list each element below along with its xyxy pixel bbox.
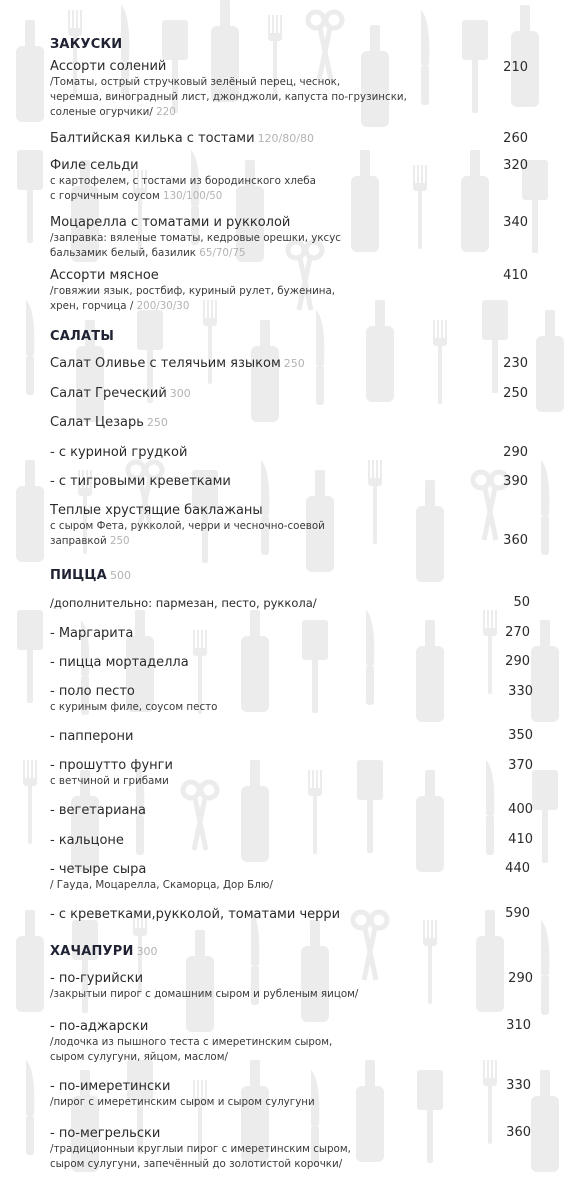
section-title: ХАЧАПУРИ — [50, 944, 134, 959]
item-name: Балтийская килька с тостами — [50, 131, 255, 146]
item-price: 290 — [503, 445, 528, 460]
menu-item — [50, 970, 530, 1002]
section-header-khachapuri — [50, 940, 530, 959]
item-price: 360 — [503, 533, 528, 548]
menu-item — [50, 625, 530, 642]
menu-item — [50, 654, 530, 671]
item-name: - кальцоне — [50, 833, 124, 848]
section-title: САЛАТЫ — [50, 329, 114, 344]
item-description-weight: 130/100/50 — [163, 190, 223, 202]
item-name: - Маргарита — [50, 626, 134, 641]
menu-item — [50, 355, 530, 372]
item-name: - по-гурийски — [50, 971, 144, 986]
section-title: ПИЦЦА — [50, 568, 107, 583]
item-weight: 250 — [283, 357, 305, 370]
item-price: 370 — [508, 758, 533, 773]
item-name: - по-аджарски — [50, 1019, 149, 1034]
item-description: /говяжии язык, ростбиф, куриный рулет, буженина, хрен, горчица / 200/30/30 — [50, 285, 336, 312]
menu-item — [50, 214, 530, 261]
item-description: / Гауда, Моцарелла, Скаморца, Дор Блю/ — [50, 879, 273, 891]
item-name: Салат Греческий — [50, 386, 167, 401]
item-description: /закрытыи пирог с домашним сыром и рубленым яицом/ — [50, 988, 359, 1000]
item-name: - с креветками,рукколой, томатами черри — [50, 907, 341, 922]
section-header-salaty — [50, 325, 530, 344]
item-price: 310 — [506, 1018, 531, 1033]
item-name: Теплые хрустящие баклажаны — [50, 503, 263, 518]
menu-item — [50, 157, 530, 204]
menu-item — [50, 58, 530, 120]
item-price: 270 — [505, 625, 530, 640]
item-price: 440 — [505, 861, 530, 876]
section-weight: 500 — [109, 569, 131, 582]
section-title: ЗАКУСКИ — [50, 37, 123, 52]
menu-item — [50, 757, 530, 789]
menu-item — [50, 683, 530, 715]
menu-item — [50, 473, 530, 490]
item-name: - прошутто фунги — [50, 758, 173, 773]
item-name: - поло песто — [50, 684, 135, 699]
item-description: /пирог с имеретинским сыром и сыром сулугуни — [50, 1096, 315, 1108]
item-description-weight: 65/70/75 — [199, 247, 246, 259]
menu-item — [50, 861, 530, 893]
item-weight: 300 — [169, 387, 191, 400]
item-description: /Томаты, острый стручковый зелёный перец, чеснок, черемша, виноградный лист, джонджоли, капуста по-грузински, соленые огурчики/ 220 — [50, 76, 407, 118]
item-price: 330 — [506, 1078, 531, 1093]
item-price: 390 — [503, 474, 528, 489]
menu-item — [50, 906, 530, 923]
menu-item — [50, 385, 530, 402]
item-weight: 120/80/80 — [257, 132, 314, 145]
menu-item — [50, 728, 530, 745]
menu-item — [50, 595, 530, 612]
item-name: Салат Оливье с телячьим языком — [50, 356, 281, 371]
item-description: с сыром Фета, рукколой, черри и чесночно-соевой заправкой 250 — [50, 520, 325, 547]
menu-item — [50, 444, 530, 461]
item-description: /лодочка из пышного теста с имеретинским сыром, сыром сулугуни, яйцом, маслом/ — [50, 1036, 333, 1063]
item-price: 260 — [503, 131, 528, 146]
item-name: - по-имеретински — [50, 1079, 171, 1094]
menu-item — [50, 802, 530, 819]
item-price: 290 — [508, 971, 533, 986]
menu-item — [50, 1018, 530, 1065]
item-price: 350 — [508, 728, 533, 743]
menu-item — [50, 832, 530, 849]
item-name: Моцарелла с томатами и рукколой — [50, 215, 291, 230]
section-weight: 300 — [136, 945, 158, 958]
item-description: с ветчиной и грибами — [50, 775, 169, 787]
item-name: - папперони — [50, 729, 134, 744]
menu-item — [50, 267, 530, 314]
item-name: - вегетариана — [50, 803, 146, 818]
item-price: 50 — [513, 595, 530, 610]
item-name: - пицца мортаделла — [50, 655, 189, 670]
item-price: 410 — [503, 268, 528, 283]
item-description-weight: 220 — [156, 106, 176, 118]
item-price: 360 — [506, 1125, 531, 1140]
item-description: с картофелем, с тостами из бородинского хлеба с горчичным соусом 130/100/50 — [50, 175, 316, 202]
item-price: 410 — [508, 832, 533, 847]
menu-item — [50, 130, 530, 147]
item-weight: 250 — [146, 416, 168, 429]
item-price: 250 — [503, 386, 528, 401]
section-header-pizza — [50, 564, 530, 583]
item-price: 590 — [505, 906, 530, 921]
item-name: - по-мегрельски — [50, 1126, 161, 1141]
item-price: 210 — [503, 60, 528, 75]
menu-item — [50, 1078, 530, 1110]
item-description: /традиционныи круглыи пирог с имеретинским сыром, сыром сулугуни, запечённый до золотистой корочки/ — [50, 1143, 351, 1170]
item-description-weight: 250 — [109, 535, 130, 547]
item-price: 340 — [503, 215, 528, 230]
item-name: Салат Цезарь — [50, 415, 144, 430]
item-price: 320 — [503, 158, 528, 173]
item-name: Ассорти мясное — [50, 268, 159, 283]
item-description-weight: 200/30/30 — [136, 300, 190, 312]
item-price: 230 — [503, 356, 528, 371]
menu-item — [50, 414, 530, 431]
item-name: /дополнительно: пармезан, песто, руккола/ — [50, 596, 317, 610]
menu-item — [50, 502, 530, 549]
item-description: с куриным филе, соусом песто — [50, 701, 218, 713]
item-name: Ассорти солений — [50, 59, 167, 74]
item-name: - четыре сыра — [50, 862, 147, 877]
item-name: Филе сельди — [50, 158, 139, 173]
section-header-zakuski — [50, 33, 530, 52]
item-description: /заправка: вяленые томаты, кедровые орешки, уксус бальзамик белый, базилик 65/70/75 — [50, 232, 341, 259]
item-name: - с куриной грудкой — [50, 445, 188, 460]
item-price: 400 — [508, 802, 533, 817]
item-name: - с тигровыми креветками — [50, 474, 231, 489]
menu-item — [50, 1125, 530, 1172]
item-price: 330 — [508, 684, 533, 699]
item-price: 290 — [505, 654, 530, 669]
